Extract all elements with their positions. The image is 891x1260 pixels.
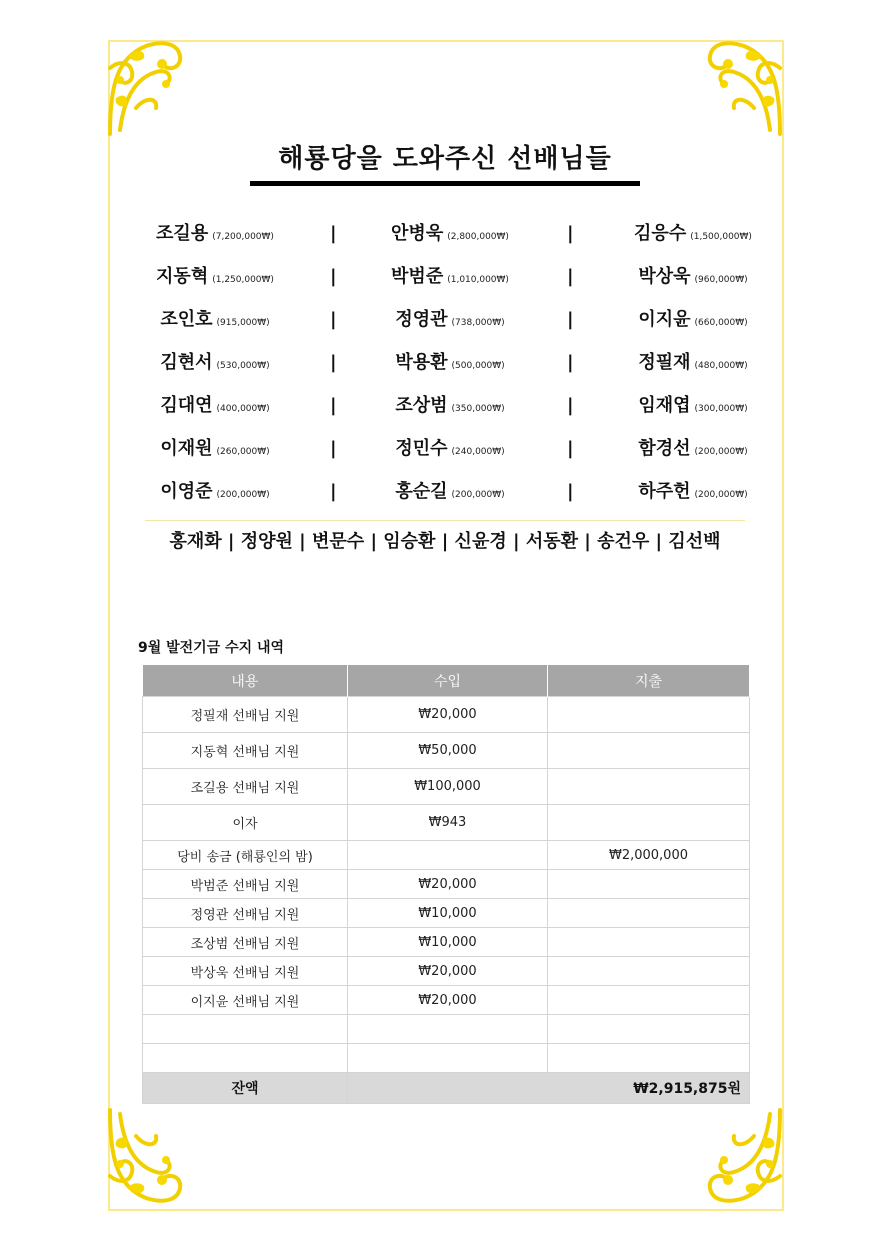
donor-amount: (200,000₩): [451, 490, 505, 500]
cell-expense: [548, 805, 750, 841]
donor-amount: (7,200,000₩): [212, 232, 274, 242]
donor-name: 이영준: [160, 481, 213, 502]
ledger-header-row: [143, 665, 750, 697]
table-row: [143, 733, 750, 769]
ledger-table: [142, 665, 750, 1104]
corner-ornament-top-right: [706, 38, 784, 138]
donor-amount: (480,000₩): [694, 361, 748, 371]
cell-content: [143, 1044, 348, 1073]
donor-entry: [130, 384, 300, 427]
donor-row: [130, 427, 770, 470]
donor-amount: (260,000₩): [216, 447, 270, 457]
cell-content: 정영관 선배님 지원: [143, 899, 348, 928]
donor-name: 이재원: [160, 438, 213, 459]
donor-amount: (200,000₩): [694, 447, 748, 457]
donor-name: 정영관: [395, 309, 448, 330]
donor-entry: [370, 470, 530, 513]
donor-entry: [608, 255, 778, 298]
table-row: [143, 769, 750, 805]
cell-content: 지동혁 선배님 지원: [143, 733, 348, 769]
donor-entry: [130, 255, 300, 298]
table-row: [143, 957, 750, 986]
column-separator: |: [567, 223, 574, 244]
donor-name: 하주헌: [638, 481, 691, 502]
column-separator: |: [567, 309, 574, 330]
extra-donors-line: 홍재화 | 정양원 | 변문수 | 임승환 | 신윤경 | 서동환 | 송건우 | 김선백: [169, 531, 721, 552]
cell-expense: [548, 928, 750, 957]
cell-content: 이지윤 선배님 지원: [143, 986, 348, 1015]
donor-amount: (400,000₩): [216, 404, 270, 414]
donor-name: 홍순길: [395, 481, 448, 502]
section-divider: [145, 520, 745, 521]
donor-row: [130, 470, 770, 513]
donor-entry: [370, 298, 530, 341]
donor-entry: [608, 341, 778, 384]
column-separator: |: [567, 352, 574, 373]
donor-row: [130, 384, 770, 427]
page-title: 해룡당을 도와주신 선배님들: [278, 144, 612, 174]
column-separator: |: [330, 309, 337, 330]
header-expense: 지출: [548, 665, 750, 697]
column-separator: |: [567, 266, 574, 287]
table-row: [143, 870, 750, 899]
cell-expense: [548, 769, 750, 805]
donor-name: 정민수: [395, 438, 448, 459]
cell-expense: [548, 899, 750, 928]
balance-row: [143, 1073, 750, 1104]
donor-entry: [608, 427, 778, 470]
donor-entry: [370, 341, 530, 384]
cell-expense: [548, 697, 750, 733]
table-row: [143, 928, 750, 957]
donor-name: 김현서: [160, 352, 213, 373]
donor-name: 김대연: [160, 395, 213, 416]
donor-entry: [130, 212, 300, 255]
column-separator: |: [567, 481, 574, 502]
donor-entry: [608, 470, 778, 513]
cell-expense: ₩2,000,000: [548, 841, 750, 870]
donor-name: 박용환: [395, 352, 448, 373]
cell-content: 박범준 선배님 지원: [143, 870, 348, 899]
table-row: [143, 1015, 750, 1044]
donor-entry: [370, 255, 530, 298]
cell-expense: [548, 1044, 750, 1073]
donor-amount: (530,000₩): [216, 361, 270, 371]
cell-income: ₩20,000: [348, 697, 548, 733]
cell-income: ₩20,000: [348, 870, 548, 899]
cell-income: [348, 841, 548, 870]
donor-entry: [608, 384, 778, 427]
donor-entry: [130, 341, 300, 384]
title-underline: [250, 181, 640, 186]
cell-content: [143, 1015, 348, 1044]
donor-name: 조인호: [160, 309, 213, 330]
table-row: [143, 805, 750, 841]
donor-amount: (300,000₩): [694, 404, 748, 414]
cell-content: 당비 송금 (해룡인의 밤): [143, 841, 348, 870]
donor-name: 정필재: [638, 352, 691, 373]
balance-value: ₩2,915,875원: [348, 1073, 750, 1104]
cell-income: ₩10,000: [348, 899, 548, 928]
header-income: 수입: [348, 665, 548, 697]
donor-name: 안병욱: [391, 223, 444, 244]
cell-content: 조상범 선배님 지원: [143, 928, 348, 957]
column-separator: |: [567, 395, 574, 416]
header-content: 내용: [143, 665, 348, 697]
column-separator: |: [330, 266, 337, 287]
donor-amount: (915,000₩): [216, 318, 270, 328]
cell-income: [348, 1044, 548, 1073]
donor-entry: [130, 298, 300, 341]
column-separator: |: [567, 438, 574, 459]
donor-entry: [370, 212, 530, 255]
donor-name: 함경선: [638, 438, 691, 459]
ledger-title: 9월 발전기금 수지 내역: [138, 640, 285, 656]
donor-row: [130, 298, 770, 341]
corner-ornament-top-left: [106, 38, 184, 138]
donor-amount: (660,000₩): [694, 318, 748, 328]
table-row: [143, 1044, 750, 1073]
donor-entry: [608, 298, 778, 341]
donor-amount: (1,250,000₩): [212, 275, 274, 285]
cell-income: ₩20,000: [348, 986, 548, 1015]
donor-entry: [130, 470, 300, 513]
donor-name: 이지윤: [638, 309, 691, 330]
donor-grid: [130, 212, 770, 513]
table-row: [143, 697, 750, 733]
cell-income: ₩943: [348, 805, 548, 841]
table-row: [143, 899, 750, 928]
donor-amount: (1,010,000₩): [447, 275, 509, 285]
column-separator: |: [330, 438, 337, 459]
donor-name: 박상욱: [638, 266, 691, 287]
donor-name: 김응수: [634, 223, 687, 244]
donor-name: 임재엽: [638, 395, 691, 416]
donor-entry: [370, 427, 530, 470]
donor-amount: (200,000₩): [216, 490, 270, 500]
cell-income: ₩10,000: [348, 928, 548, 957]
column-separator: |: [330, 395, 337, 416]
cell-content: 박상욱 선배님 지원: [143, 957, 348, 986]
donor-entry: [130, 427, 300, 470]
cell-income: [348, 1015, 548, 1044]
cell-content: 정필재 선배님 지원: [143, 697, 348, 733]
donor-name: 지동혁: [156, 266, 209, 287]
cell-content: 이자: [143, 805, 348, 841]
donor-entry: [608, 212, 778, 255]
corner-ornament-bottom-left: [106, 1106, 184, 1206]
table-row: [143, 841, 750, 870]
corner-ornament-bottom-right: [706, 1106, 784, 1206]
donor-row: [130, 255, 770, 298]
column-separator: |: [330, 352, 337, 373]
cell-expense: [548, 870, 750, 899]
column-separator: |: [330, 481, 337, 502]
cell-content: 조길용 선배님 지원: [143, 769, 348, 805]
cell-income: ₩20,000: [348, 957, 548, 986]
cell-expense: [548, 1015, 750, 1044]
donor-amount: (200,000₩): [694, 490, 748, 500]
donor-row: [130, 341, 770, 384]
donor-amount: (738,000₩): [451, 318, 505, 328]
column-separator: |: [330, 223, 337, 244]
donor-amount: (240,000₩): [451, 447, 505, 457]
donor-name: 박범준: [391, 266, 444, 287]
donor-name: 조길용: [156, 223, 209, 244]
donor-amount: (2,800,000₩): [447, 232, 509, 242]
donor-amount: (960,000₩): [694, 275, 748, 285]
donor-row: [130, 212, 770, 255]
donor-name: 조상범: [395, 395, 448, 416]
donor-amount: (500,000₩): [451, 361, 505, 371]
donor-amount: (1,500,000₩): [690, 232, 752, 242]
cell-expense: [548, 733, 750, 769]
cell-income: ₩50,000: [348, 733, 548, 769]
table-row: [143, 986, 750, 1015]
cell-expense: [548, 957, 750, 986]
cell-expense: [548, 986, 750, 1015]
balance-label: 잔액: [143, 1073, 348, 1104]
cell-income: ₩100,000: [348, 769, 548, 805]
donor-amount: (350,000₩): [451, 404, 505, 414]
donor-entry: [370, 384, 530, 427]
